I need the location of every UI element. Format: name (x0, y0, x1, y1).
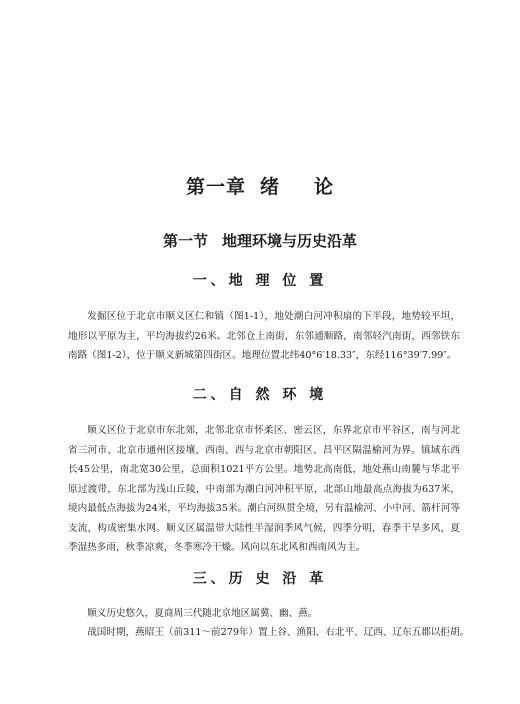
chapter-title (0, 172, 520, 199)
subsection-heading-location: 一、地 理 位 置 (192, 273, 328, 289)
section-name: 地理环境与历史沿革 (222, 232, 358, 250)
chapter-name-second-char: 论 (314, 176, 335, 198)
paragraph-location: 发掘区位于北京市顺义区仁和镇（图1-1），地处潮白河冲积扇的下半段，地势较平坦，地形以平原为主，平均海拔约26米。北邻仓上南街，东邻通顺路，南邻轻汽南街，西邻铁东南路（图1-2），位于顺义新城第四街区。地理位置北纬40°6′18.33″，东经116°39′7.99″。 (68, 311, 460, 361)
chapter-number: 第一章 (185, 176, 246, 198)
section-number: 第一节 (162, 232, 208, 250)
subsection-heading-history: 三、历 史 沿 革 (192, 571, 328, 587)
paragraph-history-line-1: 顺义历史悠久，夏商周三代随北京地区属冀、幽、燕。 (87, 608, 318, 619)
paragraph-history-line-2: 战国时期，燕昭王（前311～前279年）置上谷、渔阳、右北平、辽西、辽东五郡以拒胡。 (87, 627, 470, 638)
paragraph-environment: 顺义区位于北京市东北郊，北邻北京市怀柔区、密云区，东界北京市平谷区，南与河北省三河市、北京市通州区接壤，西南、西与北京市朝阳区、昌平区隔温榆河为界。镇域东西长45公里，南北宽30公里，总面积1021平方公里。地势北高南低，地处燕山南麓与华北平原过渡带，东北部为浅山丘陵，中南部为潮白河冲积平原，北部山地最高点海拔为637米，境内最低点海拔为24米，平均海拔35米。潮白河纵贯全境，另有温榆河、小中河、箭杆河等支流，构成密集水网。顺义区属温带大陆性半湿润季风气候，四季分明，春季干旱多风，夏季湿热多雨，秋季凉爽，冬季寒冷干燥。风向以东北风和西南风为主。 (68, 425, 460, 553)
subsection-heading-environment: 二、自 然 环 境 (192, 387, 328, 403)
chapter-name-first-char: 绪 (259, 176, 280, 198)
section-title (0, 230, 520, 251)
